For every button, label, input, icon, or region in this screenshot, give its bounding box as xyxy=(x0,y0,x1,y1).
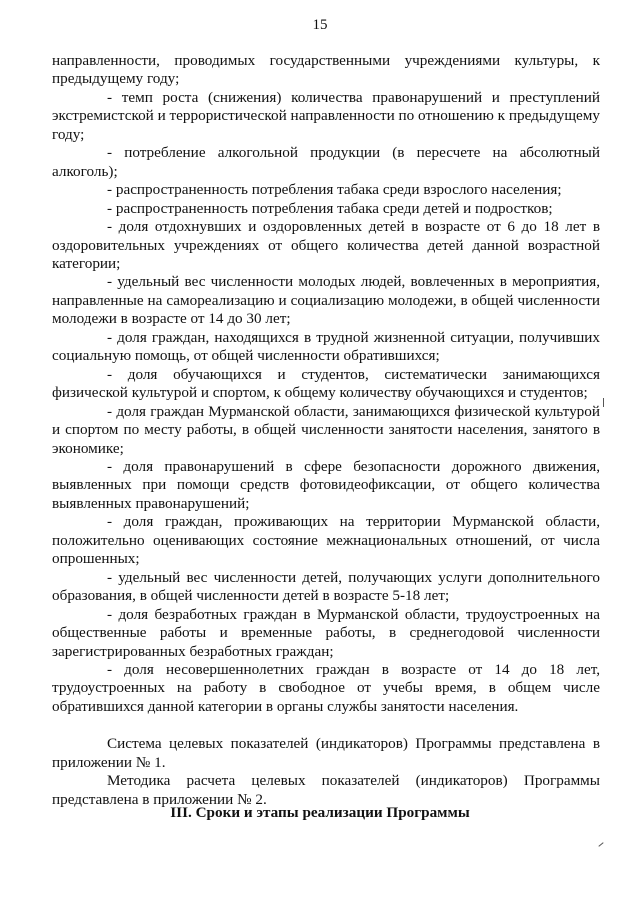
indicator-item: - доля граждан, находящихся в трудной жизненной ситуации, получивших социальную помощь, от общей численности обратившихся; xyxy=(52,328,600,365)
body-text xyxy=(52,52,600,809)
indicator-item: - распространенность потребления табака среди взрослого населения; xyxy=(107,181,562,199)
indicator-item: - доля граждан Мурманской области, занимающихся физической культурой и спортом по месту работы, в общей численности занятости населения, занятого в экономике; xyxy=(52,402,600,457)
paragraph-continuation: направленности, проводимых государственными учреждениями культуры, к предыдущему году; xyxy=(52,52,600,88)
indicator-item: - темп роста (снижения) количества правонарушений и преступлений экстремистской и террористической направленности по отношению к предыдущему году; xyxy=(52,88,600,143)
appendix-paragraph: Методика расчета целевых показателей (индикаторов) Программы представлена в приложении № 2. xyxy=(52,772,600,808)
indicator-item: - распространенность потребления табака среди детей и подростков; xyxy=(107,199,553,217)
indicator-item: - доля правонарушений в сфере безопасности дорожного движения, выявленных при помощи средств фотовидеофиксации, от общего количества выявленных правонарушений; xyxy=(52,457,600,512)
appendix-paragraph: Система целевых показателей (индикаторов) Программы представлена в приложении № 1. xyxy=(52,735,600,771)
section-heading: III. Сроки и этапы реализации Программы xyxy=(170,804,470,821)
indicator-item: - удельный вес численности детей, получающих услуги дополнительного образования, в общей численности детей в возрасте 5-18 лет; xyxy=(52,568,600,605)
scan-speck xyxy=(598,842,603,847)
indicator-item: - доля отдохнувших и оздоровленных детей в возрасте от 6 до 18 лет в оздоровительных учреждениях от общего количества детей данной возрастной категории; xyxy=(52,218,600,272)
indicator-item: - доля несовершеннолетних граждан в возрасте от 14 до 18 лет, трудоустроенных на работу в свободное от учебы время, в общем числе обратившихся данной категории в органы службы занятости населения. xyxy=(52,660,600,715)
indicator-item: - доля граждан, проживающих на территории Мурманской области, положительно оценивающих состояние межнациональных отношений, от числа опрошенных; xyxy=(52,513,600,568)
indicator-item: - потребление алкогольной продукции (в пересчете на абсолютный алкоголь); xyxy=(52,144,600,180)
scan-speck xyxy=(603,398,604,407)
page-number: 15 xyxy=(312,17,328,33)
indicator-item: - доля обучающихся и студентов, систематически занимающихся физической культурой и спортом, к общему количеству обучающихся и студентов; xyxy=(52,365,600,402)
indicator-item: - доля безработных граждан в Мурманской области, трудоустроенных на общественные работы и временные работы, в среднегодовой численности зарегистрированных безработных граждан; xyxy=(52,605,600,660)
indicator-item: - удельный вес численности молодых людей, вовлеченных в мероприятия, направленные на самореализацию и социализацию молодежи, в общей численности молодежи в возрасте от 14 до 30 лет; xyxy=(52,273,600,328)
